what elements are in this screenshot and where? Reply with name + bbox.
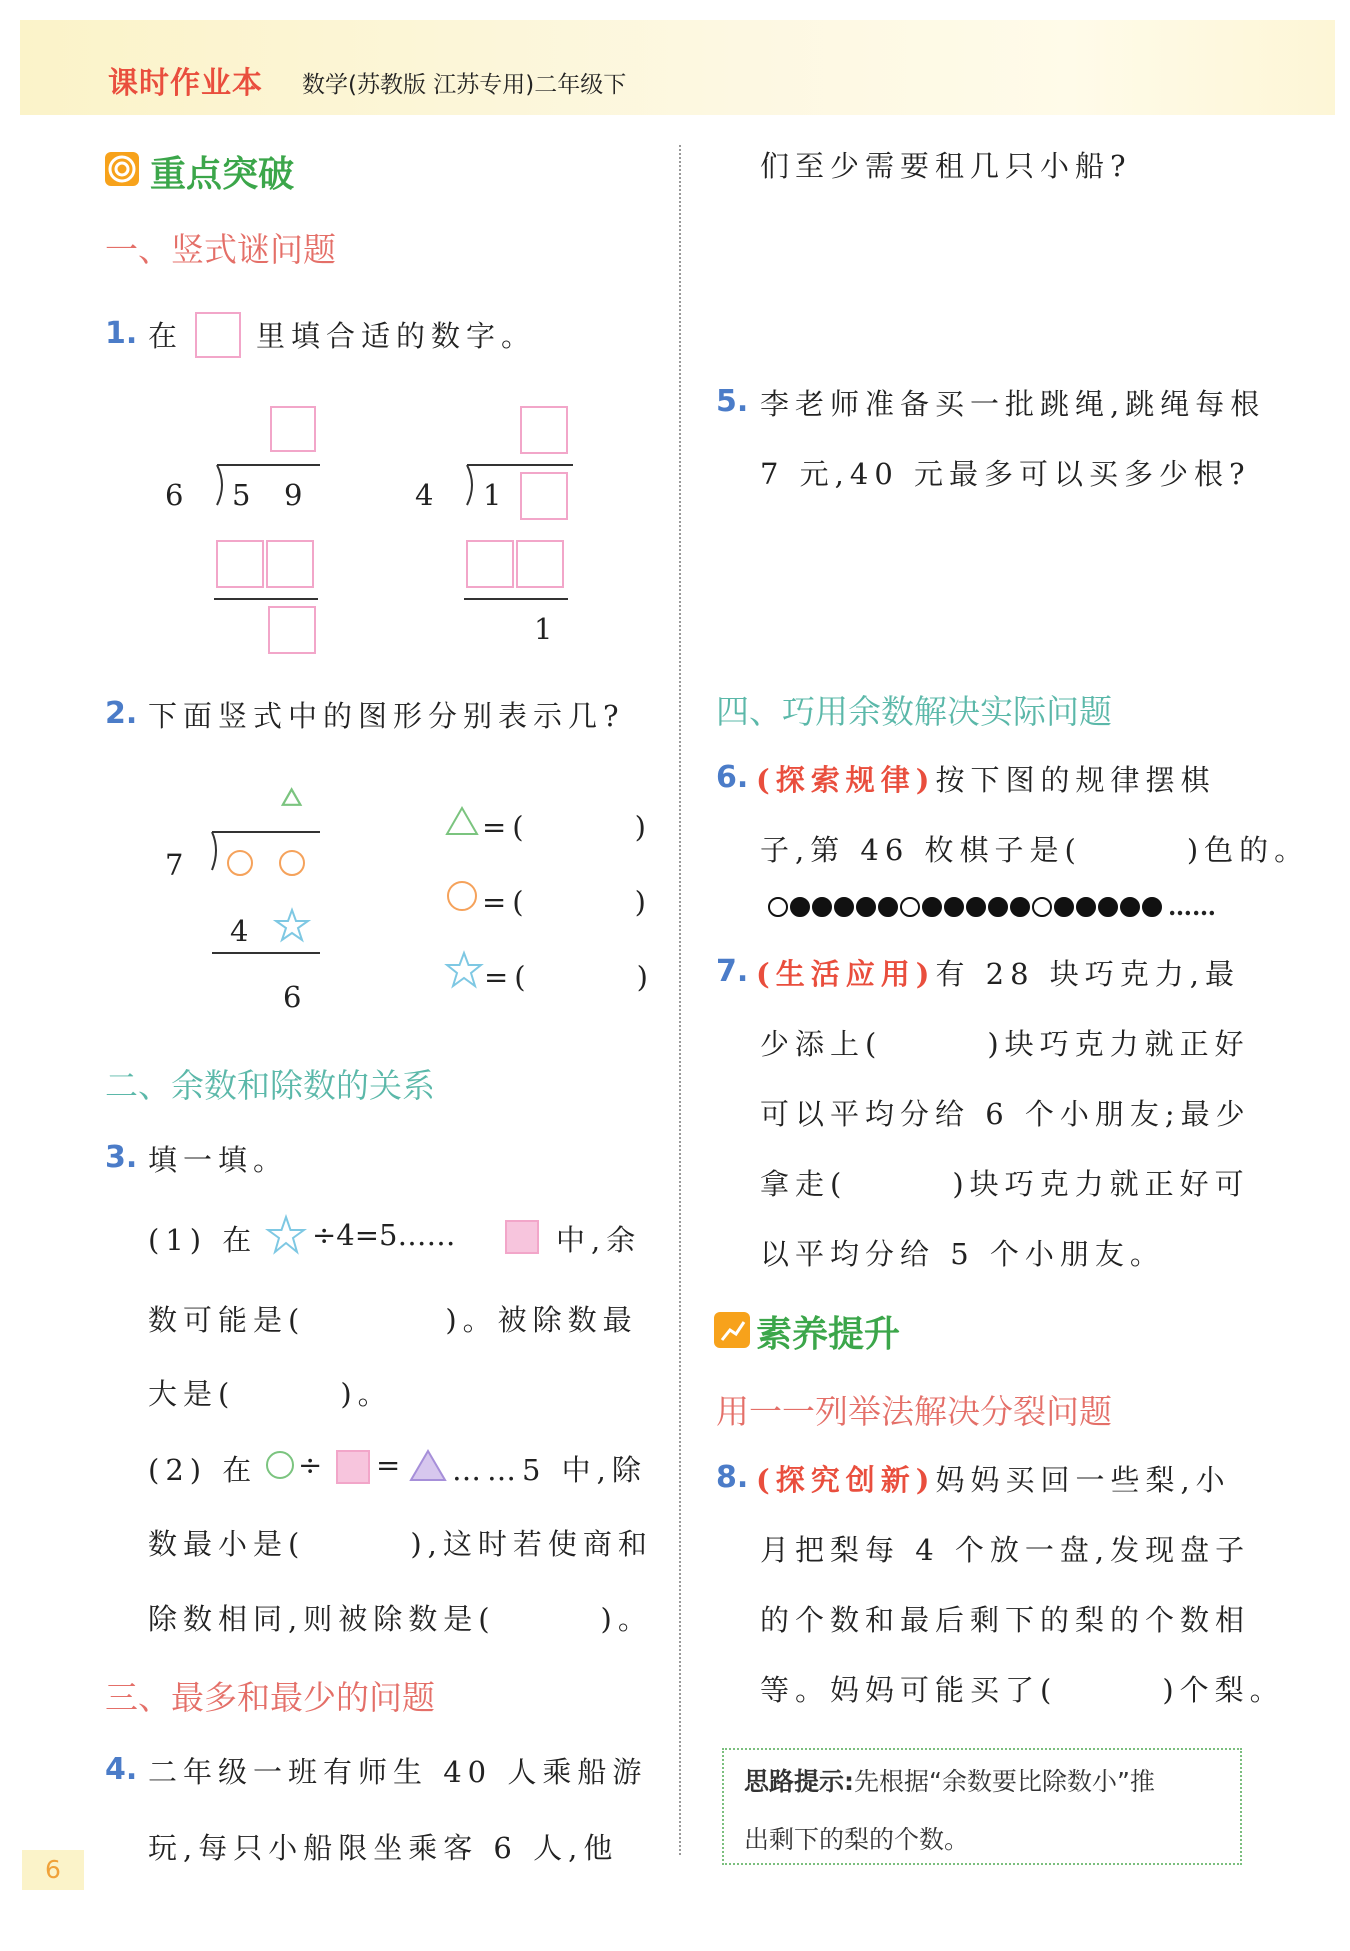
black-piece bbox=[988, 897, 1008, 917]
q2-divisor: 7 bbox=[165, 848, 184, 882]
q7-tag: (生活应用) bbox=[756, 957, 936, 991]
q3-p1-start: (1) 在 bbox=[148, 1223, 258, 1257]
black-piece bbox=[878, 897, 898, 917]
q5-line1: 李老师准备买一批跳绳,跳绳每根 bbox=[760, 387, 1266, 421]
section-2-title: 二、余数和除数的关系 bbox=[105, 1066, 435, 1105]
q3-p2-start: (2) 在 bbox=[148, 1453, 258, 1487]
q2-number: 2. bbox=[105, 696, 138, 731]
section-improve-title: 素养提升 bbox=[756, 1314, 901, 1355]
hint-text-2: 出剩下的梨的个数。 bbox=[744, 1825, 970, 1854]
q7-line2: 少添上( )块巧克力就正好 bbox=[760, 1027, 1250, 1061]
q3-p1-expression: ÷4=5…… bbox=[312, 1218, 456, 1252]
q8-line4: 等。妈妈可能买了( )个梨。 bbox=[760, 1673, 1285, 1707]
q1-sample-box bbox=[195, 312, 241, 358]
q2-subtrahend: 4 bbox=[230, 914, 249, 948]
q3-text: 填一填。 bbox=[148, 1143, 289, 1177]
square-icon bbox=[505, 1220, 539, 1254]
q3-p2-line2: 数最小是( ),这时若使商和 bbox=[148, 1527, 653, 1561]
q2-triangle-answer: =( ) bbox=[482, 810, 652, 844]
q3-p2-equals: = bbox=[376, 1448, 401, 1482]
black-piece bbox=[1098, 897, 1118, 917]
q1b-product-box-1[interactable] bbox=[466, 540, 514, 588]
q1a-quotient-box[interactable] bbox=[270, 406, 316, 452]
black-piece bbox=[856, 897, 876, 917]
q1b-dividend-box[interactable] bbox=[520, 472, 568, 520]
q6-tag: (探索规律) bbox=[756, 763, 936, 797]
target-icon bbox=[105, 152, 139, 186]
q4-line1: 二年级一班有师生 40 人乘船游 bbox=[148, 1755, 648, 1789]
q8-line3: 的个数和最后剩下的梨的个数相 bbox=[760, 1603, 1251, 1637]
book-brand: 课时作业本 bbox=[108, 66, 263, 101]
black-piece bbox=[1076, 897, 1096, 917]
square-icon bbox=[336, 1450, 370, 1484]
hint-label: 思路提示: bbox=[744, 1767, 854, 1796]
hint-text-1: 先根据“余数要比除数小”推 bbox=[854, 1767, 1155, 1796]
black-piece bbox=[1120, 897, 1140, 917]
q1a-remainder-box[interactable] bbox=[268, 606, 316, 654]
q1b-dividend-tens: 1 bbox=[483, 478, 502, 512]
q1a-divisor: 6 bbox=[165, 478, 184, 512]
black-piece bbox=[922, 897, 942, 917]
q5-number: 5. bbox=[716, 384, 749, 419]
hint-box bbox=[722, 1748, 1242, 1865]
black-piece bbox=[1010, 897, 1030, 917]
triangle-icon bbox=[408, 1448, 448, 1484]
q1b-divisor: 4 bbox=[415, 478, 434, 512]
triangle-icon bbox=[444, 805, 480, 837]
q6-line2: 子,第 46 枚棋子是( )色的。 bbox=[760, 833, 1310, 867]
q3-p1-line3: 大是( )。 bbox=[148, 1377, 393, 1411]
q3-p2-divide: ÷ bbox=[298, 1448, 323, 1482]
q1a-subtract-line bbox=[214, 598, 318, 600]
white-piece bbox=[900, 897, 920, 917]
q1a-dividend-tens: 5 bbox=[232, 478, 251, 512]
page-number: 6 bbox=[22, 1850, 84, 1890]
q8-tag: (探究创新) bbox=[756, 1463, 936, 1497]
q3-p2-line3: 除数相同,则被除数是( )。 bbox=[148, 1602, 653, 1636]
white-piece bbox=[768, 897, 788, 917]
black-piece bbox=[1054, 897, 1074, 917]
q2-star-answer: =( ) bbox=[484, 960, 654, 994]
q1-text-pre: 在 bbox=[148, 319, 184, 353]
rising-icon bbox=[714, 1312, 750, 1348]
q3-p1-end: 中,余 bbox=[556, 1223, 642, 1257]
q8-line2: 月把梨每 4 个放一盘,发现盘子 bbox=[760, 1533, 1251, 1567]
q1a-dividend-ones: 9 bbox=[284, 478, 303, 512]
section-3-title: 三、最多和最少的问题 bbox=[105, 1678, 435, 1717]
star-icon bbox=[444, 950, 484, 990]
q4-number: 4. bbox=[105, 1752, 138, 1787]
q8-number: 8. bbox=[716, 1460, 749, 1495]
section-key-title: 重点突破 bbox=[150, 154, 295, 195]
q1a-product-box-1[interactable] bbox=[216, 540, 264, 588]
circle-icon bbox=[444, 878, 480, 914]
q4-line2: 玩,每只小船限坐乘客 6 人,他 bbox=[148, 1831, 619, 1865]
q8-line1: 妈妈买回一些梨,小 bbox=[935, 1463, 1231, 1497]
black-piece bbox=[944, 897, 964, 917]
q1-text-post: 里填合适的数字。 bbox=[256, 319, 537, 353]
q1a-division-bracket bbox=[205, 455, 325, 515]
black-piece bbox=[966, 897, 986, 917]
q2-text: 下面竖式中的图形分别表示几? bbox=[148, 699, 625, 733]
q1a-product-box-2[interactable] bbox=[266, 540, 314, 588]
q6-number: 6. bbox=[716, 760, 749, 795]
black-piece bbox=[812, 897, 832, 917]
q3-number: 3. bbox=[105, 1140, 138, 1175]
q1b-quotient-box[interactable] bbox=[520, 406, 568, 454]
q1-number: 1. bbox=[105, 316, 138, 351]
q4-line3: 们至少需要租几只小船? bbox=[760, 149, 1132, 183]
q7-line4: 拿走( )块巧克力就正好可 bbox=[760, 1167, 1250, 1201]
star-icon bbox=[265, 1214, 307, 1256]
section-5-title: 用一一列举法解决分裂问题 bbox=[716, 1392, 1112, 1431]
section-1-title: 一、竖式谜问题 bbox=[105, 230, 336, 269]
black-piece bbox=[1142, 897, 1162, 917]
q1b-product-box-2[interactable] bbox=[516, 540, 564, 588]
white-piece bbox=[1032, 897, 1052, 917]
q7-line3: 可以平均分给 6 个小朋友;最少 bbox=[760, 1097, 1251, 1131]
q2-remainder: 6 bbox=[283, 980, 302, 1014]
q6-chess-pattern bbox=[768, 892, 1216, 921]
black-piece bbox=[790, 897, 810, 917]
circle-icon bbox=[263, 1448, 297, 1482]
q7-line5: 以平均分给 5 个小朋友。 bbox=[760, 1237, 1165, 1271]
q6-line1: 按下图的规律摆棋 bbox=[935, 763, 1216, 797]
black-piece bbox=[834, 897, 854, 917]
column-divider bbox=[679, 145, 681, 1855]
section-4-title: 四、巧用余数解决实际问题 bbox=[716, 692, 1112, 731]
q3-p1-line2: 数可能是( )。被除数最 bbox=[148, 1303, 638, 1337]
book-subtitle: 数学(苏教版 江苏专用)二年级下 bbox=[302, 72, 627, 98]
q5-line2: 7 元,40 元最多可以买多少根? bbox=[760, 457, 1251, 491]
q3-p2-end: ……5 中,除 bbox=[452, 1453, 647, 1487]
q7-number: 7. bbox=[716, 954, 749, 989]
q1b-subtract-line bbox=[464, 598, 568, 600]
q2-circle-answer: =( ) bbox=[482, 885, 652, 919]
q7-line1: 有 28 块巧克力,最 bbox=[935, 957, 1241, 991]
q6-ellipsis: …… bbox=[1168, 892, 1216, 921]
q1b-remainder: 1 bbox=[534, 612, 553, 646]
